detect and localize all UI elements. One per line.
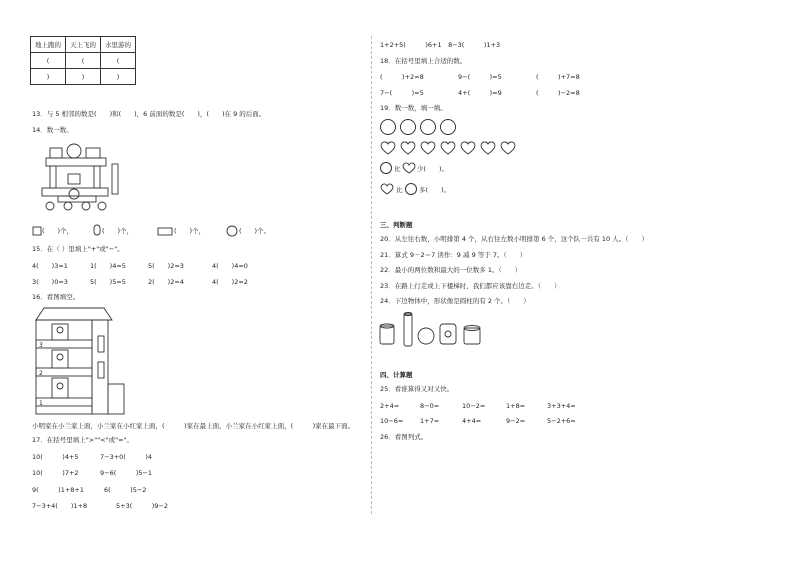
table-header: 地上跑的 — [31, 37, 66, 53]
objects-picture — [378, 312, 488, 348]
table-cell: ( — [31, 53, 66, 69]
question-23: 23．在路上行走或上下楼梯时，我们都应该靠右边走。（ ） — [380, 282, 561, 290]
section-3-title: 三、判断题 — [380, 221, 413, 229]
equation: ( )−2=8 — [536, 89, 580, 97]
comparison: 7−3+0( )4 — [100, 453, 153, 461]
heart-icon — [421, 142, 435, 154]
sphere-icon — [226, 225, 238, 237]
circle-icon — [380, 162, 392, 174]
equation: 5( )2=3 — [148, 262, 184, 270]
equation: 4+( )=9 — [458, 89, 502, 97]
heart-icon — [501, 142, 515, 154]
heart-icon — [401, 142, 415, 154]
comparison: 10( )7+2 — [32, 469, 79, 477]
building-picture — [32, 306, 128, 416]
comparison: 7−3+4( )1+8 — [32, 502, 88, 510]
question-16-answer: 小明家在小兰家上面，小兰家在小红家上面，( )家在最上面，小兰家在小红家上面，( )家在最下面。 — [32, 422, 355, 430]
hearts-row — [379, 140, 519, 156]
calc-item: 3+3+4= — [547, 402, 576, 410]
category-table — [30, 36, 136, 85]
equation: 1( )4=5 — [90, 262, 126, 270]
equation: 4( )4=0 — [212, 262, 248, 270]
compare-text: 少( )。 — [417, 165, 449, 173]
compare-text: 比 — [394, 165, 401, 173]
cube-icon — [32, 226, 42, 236]
section-4-title: 四、计算题 — [380, 371, 413, 379]
comparison: 10( )4+5 — [32, 453, 79, 461]
heart-icon — [381, 142, 395, 154]
question-20: 20．从左往右数，小明排第 4 个，从右往左数小明排第 6 个，这个队一共有 10 人。（ ） — [380, 235, 648, 243]
compare-text: 比 — [396, 186, 403, 194]
equation: 9−( )=5 — [458, 73, 502, 81]
question-18: 18．在括号里填上合适的数。 — [380, 57, 467, 65]
comparison: 6( )5−2 — [104, 486, 147, 494]
table-cell: ) — [31, 69, 66, 85]
calc-item: 5−2+6= — [547, 417, 576, 425]
count-blank: ( )个， — [42, 227, 74, 235]
cylinder-icon — [93, 224, 101, 236]
question-19: 19．数一数，填一填。 — [380, 104, 447, 112]
table-cell: ) — [66, 69, 101, 85]
calc-item: 1+8= — [506, 402, 526, 410]
heart-icon — [402, 162, 416, 174]
question-13: 13．与 5 相邻的数是( )和( )，6 前面的数是( )，( )在 9 的后面。 — [32, 110, 266, 118]
equation: 4( )3=1 — [32, 262, 68, 270]
table-header: 水里游的 — [101, 37, 136, 53]
heart-icon — [441, 142, 455, 154]
calc-item: 10−2= — [462, 402, 486, 410]
question-15: 15．在（ ）里填上"+"或"−"。 — [32, 245, 124, 253]
question-14: 14．数一数。 — [32, 126, 73, 134]
calc-item: 10−6= — [380, 417, 404, 425]
heart-icon — [461, 142, 475, 154]
equation: 2( )2=4 — [148, 278, 184, 286]
calc-item: 1+7= — [420, 417, 440, 425]
table-cell: ) — [101, 69, 136, 85]
count-blank: ( )个， — [174, 227, 206, 235]
circle-icon — [420, 119, 436, 135]
comparison-line: 1+2+5( )6+1 8−3( )1+3 — [380, 41, 501, 49]
question-21: 21．算式 9－2＝7 读作：9 减 9 等于 7。（ ） — [380, 251, 527, 259]
question-25: 25．看谁算得又对又快。 — [380, 385, 454, 393]
floor-label: 2 — [39, 370, 43, 377]
question-16: 16．看图填空。 — [32, 293, 80, 301]
calc-item: 4+4= — [462, 417, 482, 425]
floor-label: 1 — [39, 400, 43, 407]
question-26: 26．看图列式。 — [380, 433, 428, 441]
equation: ( )+2=8 — [380, 73, 424, 81]
comparison: 9−6( )5−1 — [100, 469, 153, 477]
table-cell: ( — [101, 53, 136, 69]
compare-text: 多( )。 — [419, 186, 451, 194]
count-blank: ( )个。 — [239, 227, 271, 235]
comparison: 5+3( )9−2 — [116, 502, 169, 510]
cuboid-icon — [157, 226, 173, 236]
floor-label: 3 — [39, 342, 43, 349]
circle-icon — [405, 183, 417, 195]
count-blank: ( )个， — [102, 227, 134, 235]
blocks-picture — [38, 140, 130, 214]
equation: 7−( )=5 — [380, 89, 424, 97]
circle-icon — [440, 119, 456, 135]
comparison: 9( )1+8+1 — [32, 486, 85, 494]
calc-item: 9−2= — [506, 417, 526, 425]
heart-icon — [380, 183, 394, 195]
circle-icon — [380, 119, 396, 135]
question-17: 17．在括号里填上">""<"或"="。 — [32, 436, 134, 444]
equation: 5( )5=5 — [90, 278, 126, 286]
calc-item: 2+4= — [380, 402, 400, 410]
equation: 3( )0=3 — [32, 278, 68, 286]
calc-item: 8−0= — [420, 402, 440, 410]
question-24: 24．下边物体中，形状像是圆柱的有 2 个。（ ） — [380, 297, 530, 305]
table-header: 天上飞的 — [66, 37, 101, 53]
column-divider — [371, 36, 372, 514]
equation: ( )+7=8 — [536, 73, 580, 81]
circle-icon — [400, 119, 416, 135]
heart-icon — [481, 142, 495, 154]
table-cell: ( — [66, 53, 101, 69]
equation: 4( )2=2 — [212, 278, 248, 286]
question-22: 22．最小的两位数和最大的一位数多 1。（ ） — [380, 266, 522, 274]
